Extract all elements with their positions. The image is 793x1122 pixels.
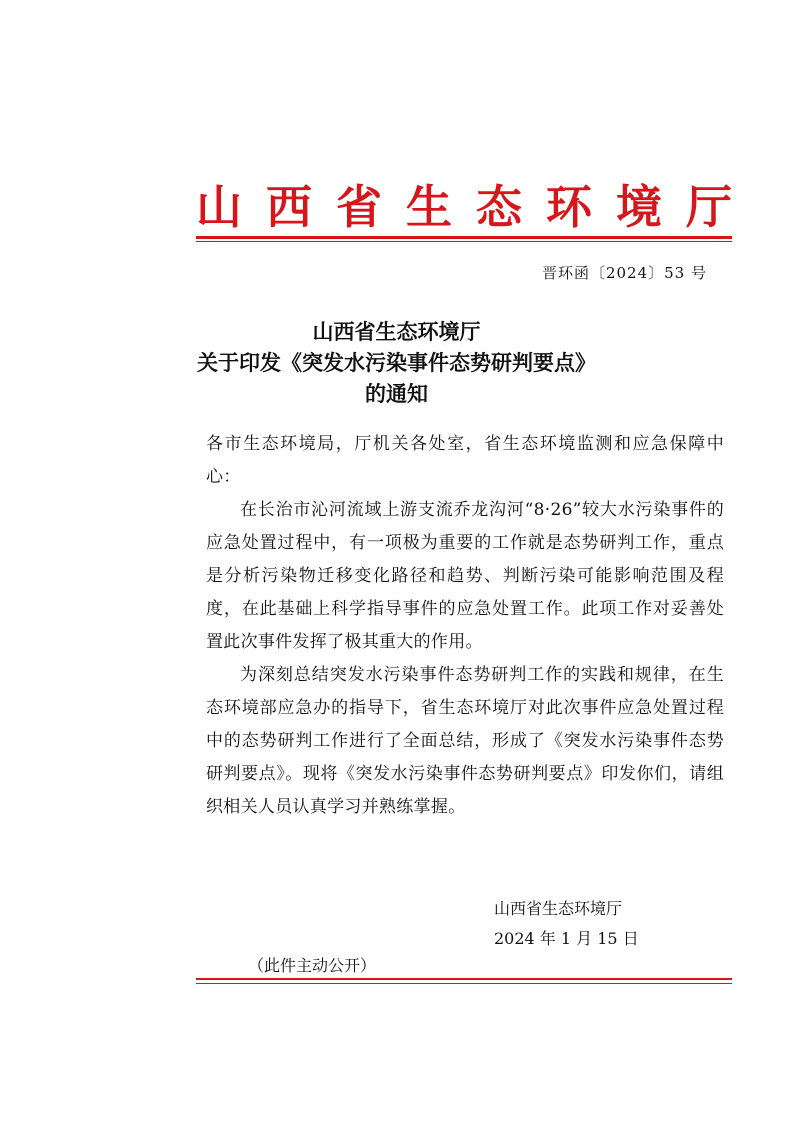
masthead-char: 境: [616, 180, 662, 234]
masthead-char: 山: [196, 180, 242, 234]
body-paragraph-1: 在长治市沁河流域上游支流乔龙沟河“8·26”较大水污染事件的应急处置过程中，有一项极为重要的工作就是态势研判工作，重点是分析污染物迁移变化路径和趋势、判断污染可能影响范围及程度，在此基础上科学指导事件的应急处置工作。此项工作对妥善处置此次事件发挥了极其重大的作用。: [206, 500, 724, 652]
header-divider-thin: [196, 241, 732, 242]
masthead: [196, 176, 732, 238]
document-title: [0, 316, 793, 409]
masthead-char: 省: [336, 180, 382, 234]
document-body: [206, 428, 724, 824]
masthead-char: 生: [406, 180, 452, 234]
footer-divider-thin: [196, 983, 732, 984]
masthead-char: 态: [476, 180, 522, 234]
addressee: 各市生态环境局，厅机关各处室，省生态环境监测和应急保障中心：: [206, 434, 724, 487]
masthead-char: 西: [266, 180, 312, 234]
disclosure-note: （此件主动公开）: [248, 956, 377, 975]
body-paragraph-2: 为深刻总结突发水污染事件态势研判工作的实践和规律，在生态环境部应急办的指导下，省生态环境厅对此次事件应急处置过程中的态势研判工作进行了全面总结，形成了《突发水污染事件态势研判要点》。现将《突发水污染事件态势研判要点》印发你们，请组织相关人员认真学习并熟练掌握。: [206, 665, 724, 817]
header-divider-thick: [196, 236, 732, 239]
document-number: 晋环函〔2024〕53 号: [541, 264, 707, 282]
title-line-2: 关于印发《突发水污染事件态势研判要点》: [197, 350, 596, 375]
footer-divider-thick: [196, 978, 732, 980]
signature-org: 山西省生态环境厅: [494, 899, 623, 918]
signature-date: 2024 年 1 月 15 日: [494, 929, 639, 948]
masthead-char: 厅: [686, 180, 732, 234]
title-line-3: 的通知: [365, 381, 428, 406]
title-line-1: 山西省生态环境厅: [312, 319, 481, 344]
masthead-char: 环: [546, 180, 592, 234]
